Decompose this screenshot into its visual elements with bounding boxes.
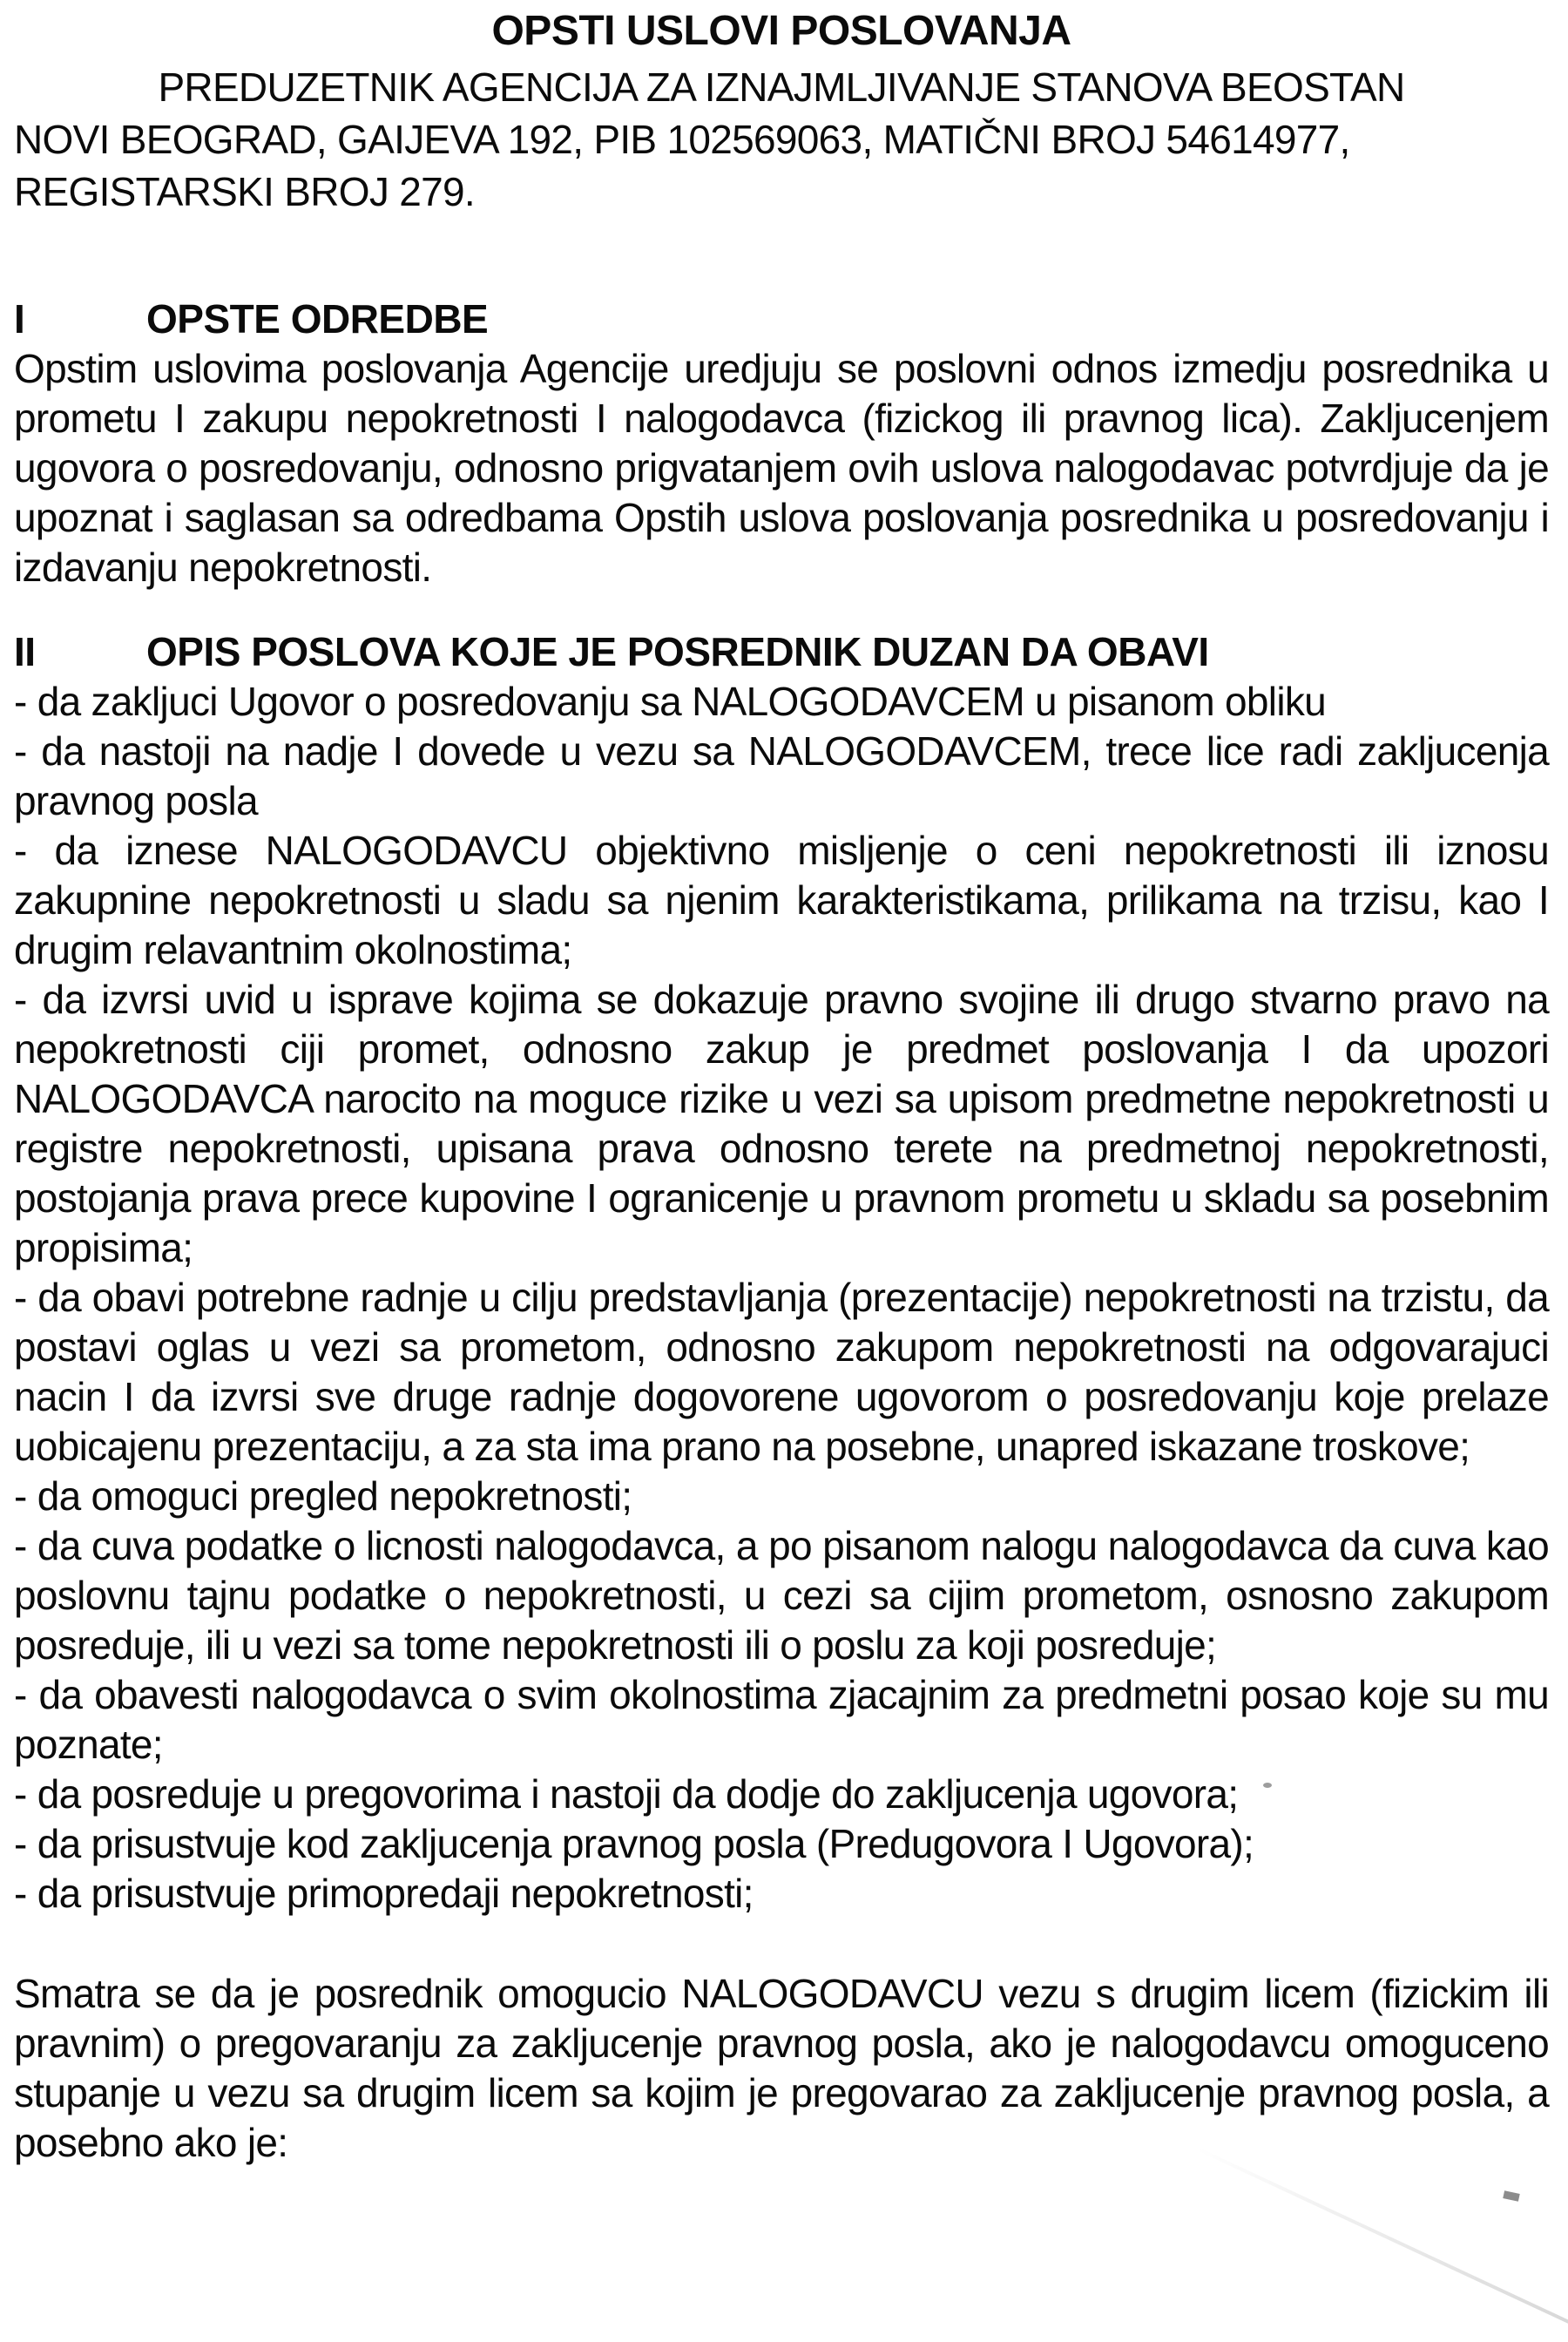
section-opis-poslova <box>14 627 1549 2168</box>
section-heading <box>14 627 1549 677</box>
doc-subtitle-line-3: REGISTARSKI BROJ 279. <box>14 169 475 214</box>
section-number: I <box>14 296 25 342</box>
list-item: - da obavi potrebne radnje u cilju predstavljanja (prezentacije) nepokretnosti na trzistu, da postavi oglas u vezi sa prometom, odnosno zakupom nepokretnosti na odgovarajuci nacin I da izvrsi sve druge radnje dogovorene ugovorom o posredovanju koje prelaze uobicajenu prezentaciju, a za sta ima prano na posebne, unapred iskazane troskove; <box>14 1275 1549 1469</box>
list-item: - da izvrsi uvid u isprave kojima se dokazuje pravno svojine ili drugo stvarno pravo na nepokretnosti ciji promet, odnosno zakup je predmet poslovanja I da upozori NALOGODAVCA narocito na moguce rizike u vezi sa upisom predmetne nepokretnosti u registre nepokretnosti, upisana prava odnosno terete na predmetnoj nepokretnosti, postojanja prava prece kupovine I ogranicenje u pravnom prometu u skladu sa posebnim propisima; <box>14 977 1549 1270</box>
doc-header <box>14 7 1549 218</box>
closing-paragraph: Smatra se da je posrednik omogucio NALOGODAVCU vezu s drugim licem (fizickim ili pravnim) o pregovaranju za zakljucenje pravnog posla, ako je nalogodavcu omoguceno stupanje u vezu sa drugim licem sa kojim je pregovarao za zakljucenje pravnog posla, a posebno ako je: <box>14 1971 1549 2165</box>
list-item: - da nastoji na nadje I dovede u vezu sa NALOGODAVCEM, trece lice radi zakljucenja pravnog posla <box>14 728 1549 823</box>
list-item: - da cuva podatke o licnosti nalogodavca, a po pisanom nalogu nalogodavca da cuva kao poslovnu tajnu podatke o nepokretnosti, u cezi sa cijim prometom, osnosno zakupom posreduje, ili u vezi sa tome nepokretnosti ili o poslu za koji posreduje; <box>14 1523 1549 1668</box>
scan-dash-artifact <box>1503 2190 1519 2202</box>
list-item: - da obavesti nalogodavca o svim okolnostima zjacajnim za predmetni posao koje su mu poznate; <box>14 1672 1549 1767</box>
list-item: - da prisustvuje kod zakljucenja pravnog posla (Predugovora I Ugovora); <box>14 1821 1254 1866</box>
section-heading <box>14 294 1549 344</box>
list-item: - da prisustvuje primopredaji nepokretnosti; <box>14 1871 754 1916</box>
section-opste-odredbe <box>14 294 1549 592</box>
section-title: OPSTE ODREDBE <box>146 296 489 342</box>
doc-subtitle-line-1: PREDUZETNIK AGENCIJA ZA IZNAJMLJIVANJE STANOVA BEOSTAN <box>158 64 1405 110</box>
list-item: - da posreduje u pregovorima i nastoji da dodje do zakljucenja ugovora; <box>14 1771 1239 1817</box>
list-item: - da zakljuci Ugovor o posredovanju sa NALOGODAVCEM u pisanom obliku <box>14 679 1327 724</box>
doc-title: OPSTI USLOVI POSLOVANJA <box>491 8 1071 54</box>
section-paragraph: Opstim uslovima poslovanja Agencije uredjuju se poslovni odnos izmedju posrednika u prometu I zakupu nepokretnosti I nalogodavca (fizickog ili pravnog lica). Zakljucenjem ugovora o posredovanju, odnosno prigvatanjem ovih uslova nalogodavac potvrdjuje da je upoznat i saglasan sa odredbama Opstih uslova poslovanja posrednika u posredovanju i izdavanju nepokretnosti. <box>14 346 1549 590</box>
list-item: - da iznese NALOGODAVCU objektivno misljenje o ceni nepokretnosti ili iznosu zakupnine nepokretnosti u sladu sa njenim karakteristikama, prilikama na trzisu, kao I drugim relavantnim okolnostima; <box>14 828 1549 972</box>
list-item: - da omoguci pregled nepokretnosti; <box>14 1473 632 1519</box>
scan-streak-artifact <box>1197 2147 1568 2341</box>
doc-subtitle-line-2: NOVI BEOGRAD, GAIJEVA 192, PIB 102569063, MATIČNI BROJ 54614977, <box>14 117 1350 162</box>
section-number: II <box>14 629 36 674</box>
section-title: OPIS POSLOVA KOJE JE POSREDNIK DUZAN DA OBAVI <box>146 629 1209 674</box>
